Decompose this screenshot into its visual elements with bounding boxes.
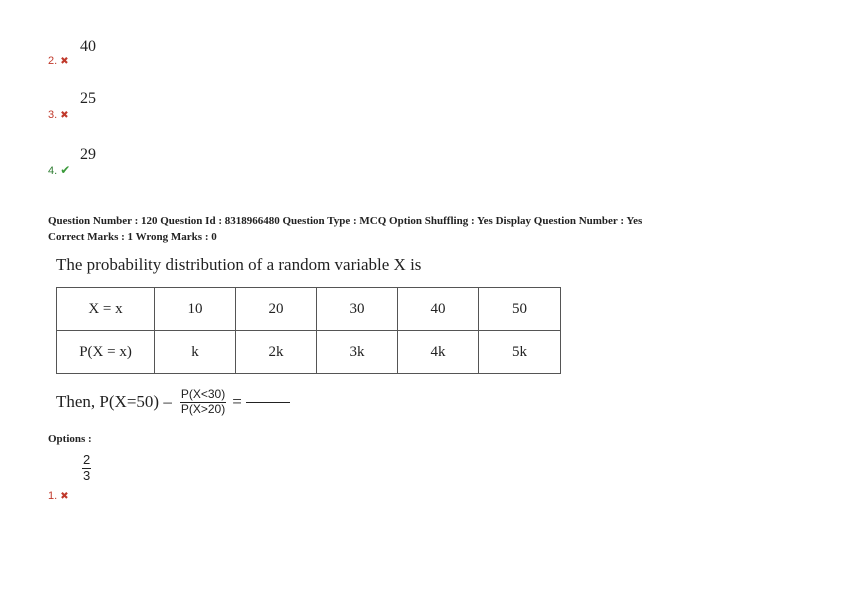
- table-cell: k: [155, 331, 236, 374]
- cross-icon: ✖: [60, 110, 69, 121]
- prev-option-2-number: 2.: [48, 55, 58, 67]
- prev-option-4-number: 4.: [48, 165, 58, 177]
- prev-option-3-value: 25: [80, 90, 96, 107]
- option-1-fraction: [82, 453, 91, 484]
- fraction-denominator: 3: [83, 467, 91, 483]
- table-cell: P(X = x): [57, 331, 155, 374]
- prev-option-4: [48, 161, 70, 179]
- then-fraction: [180, 388, 226, 417]
- then-expression: [56, 388, 290, 417]
- prev-option-2-value: 40: [80, 38, 96, 55]
- options-label: Options :: [48, 433, 92, 445]
- table-cell: 4k: [398, 331, 479, 374]
- then-prefix: Then, P(X=50) –: [56, 392, 172, 412]
- question-text: The probability distribution of a random variable X is: [56, 255, 422, 274]
- question-meta-line2: Correct Marks : 1 Wrong Marks : 0: [48, 231, 217, 243]
- table-cell: 2k: [236, 331, 317, 374]
- table-cell: 5k: [479, 331, 561, 374]
- question-meta-line1: Question Number : 120 Question Id : 8318966480 Question Type : MCQ Option Shuffling : Yes Display Question Number : Yes: [48, 215, 643, 227]
- table-cell: 50: [479, 288, 561, 331]
- option-1-value: [82, 453, 91, 484]
- table-row: [57, 288, 561, 331]
- option-1: [48, 486, 69, 504]
- prev-option-3-number: 3.: [48, 109, 58, 121]
- option-1-number: 1.: [48, 490, 58, 502]
- table-cell: 30: [317, 288, 398, 331]
- prev-option-4-value: 29: [80, 146, 96, 163]
- table-row: [57, 331, 561, 374]
- then-equals: =: [232, 392, 242, 412]
- table-cell: 20: [236, 288, 317, 331]
- cross-icon: ✖: [60, 56, 69, 67]
- table-cell: X = x: [57, 288, 155, 331]
- cross-icon: ✖: [60, 491, 69, 502]
- prev-option-3: [48, 105, 69, 123]
- distribution-table: [56, 287, 561, 374]
- fraction-numerator: P(X<30): [180, 387, 226, 401]
- table-cell: 40: [398, 288, 479, 331]
- prev-option-2: [48, 51, 69, 69]
- fraction-denominator: P(X>20): [180, 401, 226, 416]
- check-icon: ✔: [60, 163, 71, 177]
- table-cell: 10: [155, 288, 236, 331]
- answer-blank: [246, 402, 290, 403]
- fraction-numerator: 2: [83, 452, 91, 467]
- table-cell: 3k: [317, 331, 398, 374]
